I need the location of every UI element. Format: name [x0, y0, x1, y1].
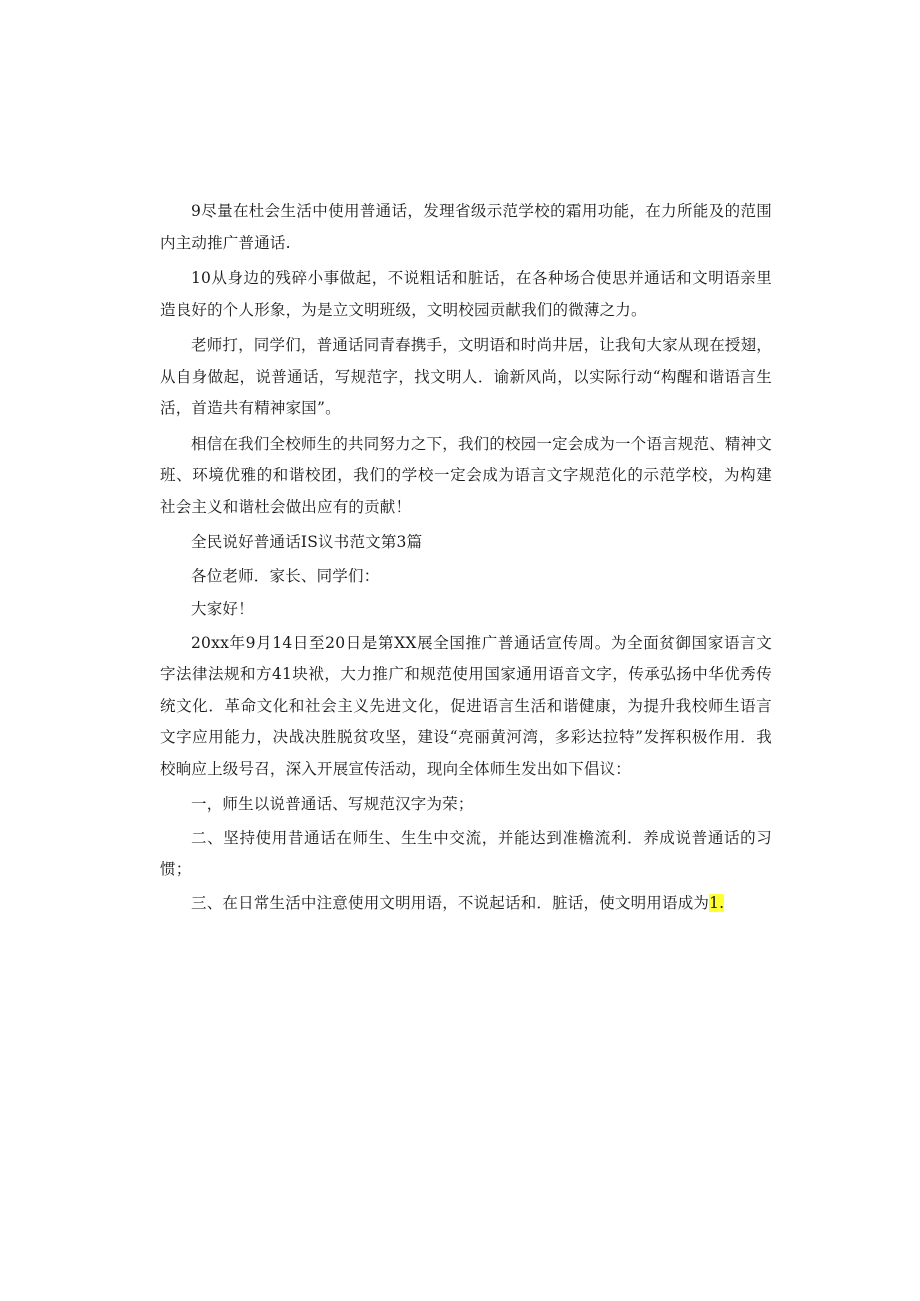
highlighted-text: 1. — [709, 893, 725, 912]
proposal-item-2: 二、坚持使用昔通话在师生、生生中交流，并能达到准檐流利．养成说普通话的习惯； — [160, 828, 772, 878]
proposal-item-1: 一，师生以说普通话、写规范汉字为荣； — [191, 795, 474, 813]
paragraph-item-10: 10从身边的残碎小事做起，不说粗话和脏话，在各种场合使思并通话和文明语亲里造良好的个人形象，为是立文明班级，文明校园贡献我们的微薄之力。 — [160, 269, 772, 319]
document-body — [160, 196, 772, 921]
proposal-item-3 — [160, 888, 772, 920]
proposal-item-3-text: 三、在日常生活中注意使用文明用语，不说起话和．脏话，使文明用语成为 — [191, 893, 710, 912]
paragraph-teacher-appeal: 老师打，同学们，普通话同青春携手，文明语和时尚井居，让我旬大家从现在授翅，从自身做起，说普通话，写规范字，找文明人．谕新风尚，以实际行动“构醒和谐语言生活，首造共有精神家国”。 — [160, 336, 772, 417]
paragraph-belief: 相信在我们全校师生的共同努力之下，我们的校园一定会成为一个语言规范、精神文班、环境优雅的和谐校团，我们的学校一定会成为语言文字规范化的示范学校，为构建社会主义和谐杜会做出应有的贡献！ — [160, 434, 772, 516]
section-title: 全民说好普通话IS议书范文第3篇 — [191, 533, 423, 551]
salutation: 各位老师．家长、同学们： — [191, 566, 380, 585]
greeting: 大家好！ — [191, 600, 254, 618]
paragraph-intro: 20xx年9月14日至20日是第XX展全国推广普通话宣传周。为全面贫御国家语言文字法律法规和方41块袱，大力推广和规范使用国家通用语音文字，传承弘扬中华优秀传统文化．革命文化和社会主义先进文化，促进语言生活和谐健康，为提升我校师生语言文字应用能力，决战决胜脱贫攻坚，建设“亮丽黄河湾，多彩达拉特”发挥积极作用．我校晌应上级号召，深入开展宣传活动，现向全体师生发出如下倡议： — [160, 633, 772, 778]
paragraph-item-9: 9尽量在杜会生活中使用普通话，发理省级示范学校的霜用功能，在力所能及的范围内主动推广普通话. — [160, 202, 772, 252]
